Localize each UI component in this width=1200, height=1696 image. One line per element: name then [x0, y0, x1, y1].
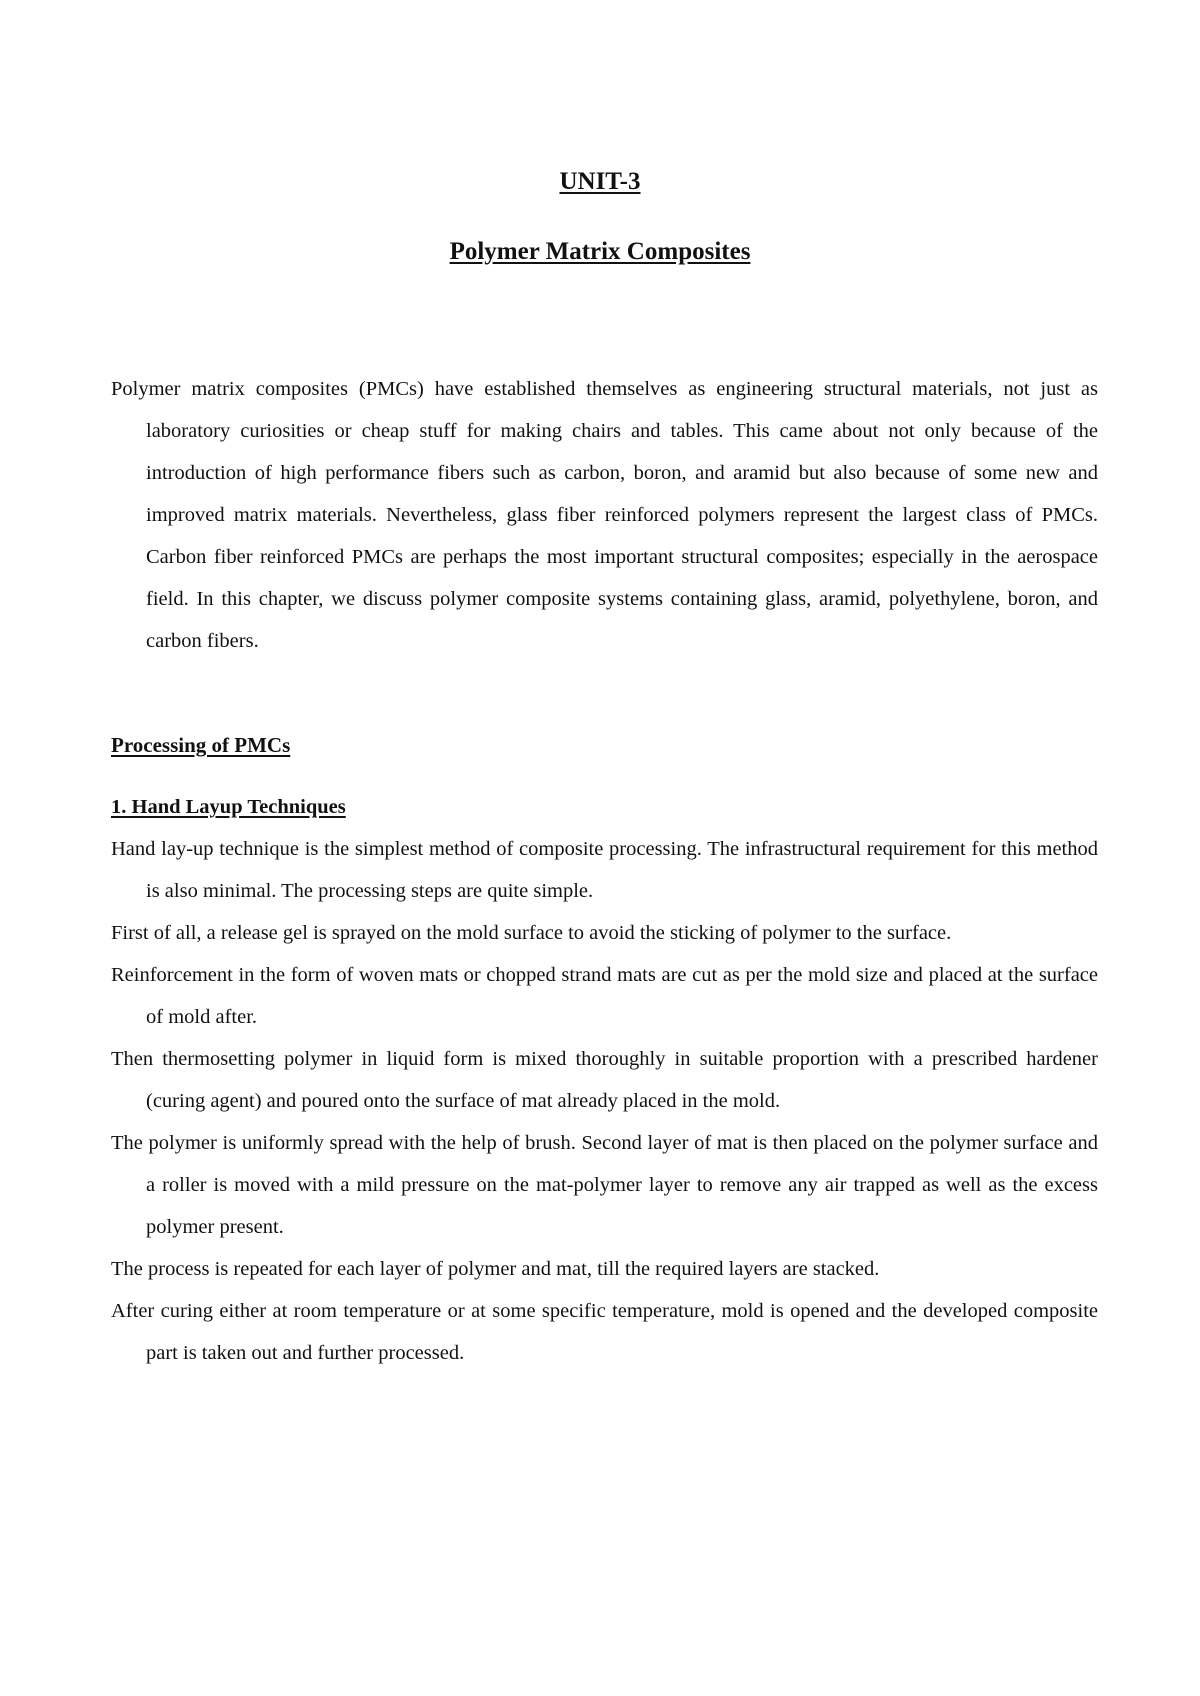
- step-paragraph: Then thermosetting polymer in liquid form is mixed thoroughly in suitable proportion with a prescribed hardener (curing agent) and poured onto the surface of mat already placed in the mold.: [111, 1048, 1098, 1112]
- intro-paragraph: Polymer matrix composites (PMCs) have established themselves as engineering structural materials, not just as laboratory curiosities or cheap stuff for making chairs and tables. This came about not only because of the introduction of high performance fibers such as carbon, boron, and aramid but also because of some new and improved matrix materials. Nevertheless, glass fiber reinforced polymers represent the largest class of PMCs. Carbon fiber reinforced PMCs are perhaps the most important structural composites; especially in the aerospace field. In this chapter, we discuss polymer composite systems containing glass, aramid, polyethylene, boron, and carbon fibers.: [111, 378, 1098, 652]
- intro-section: [111, 368, 1098, 662]
- step-paragraph: First of all, a release gel is sprayed on the mold surface to avoid the sticking of polymer to the surface.: [111, 922, 952, 944]
- step-paragraph: After curing either at room temperature or at some specific temperature, mold is opened and the developed composite part is taken out and further processed.: [111, 1300, 1098, 1364]
- step-paragraph: Hand lay-up technique is the simplest method of composite processing. The infrastructural requirement for this method is also minimal. The processing steps are quite simple.: [111, 838, 1098, 902]
- unit-heading: UNIT-3: [559, 168, 641, 195]
- step-paragraph: The process is repeated for each layer of polymer and mat, till the required layers are stacked.: [111, 1258, 880, 1280]
- page-title: Polymer Matrix Composites: [449, 238, 751, 265]
- subheading-hand-layup: 1. Hand Layup Techniques: [111, 796, 346, 818]
- step-paragraph: The polymer is uniformly spread with the help of brush. Second layer of mat is then placed on the polymer surface and a roller is moved with a mild pressure on the mat-polymer layer to remove any air trapped as well as the excess polymer present.: [111, 1132, 1098, 1238]
- hand-layup-steps: [111, 828, 1098, 1374]
- section-heading-processing: Processing of PMCs: [111, 733, 291, 757]
- step-paragraph: Reinforcement in the form of woven mats or chopped strand mats are cut as per the mold size and placed at the surface of mold after.: [111, 964, 1098, 1028]
